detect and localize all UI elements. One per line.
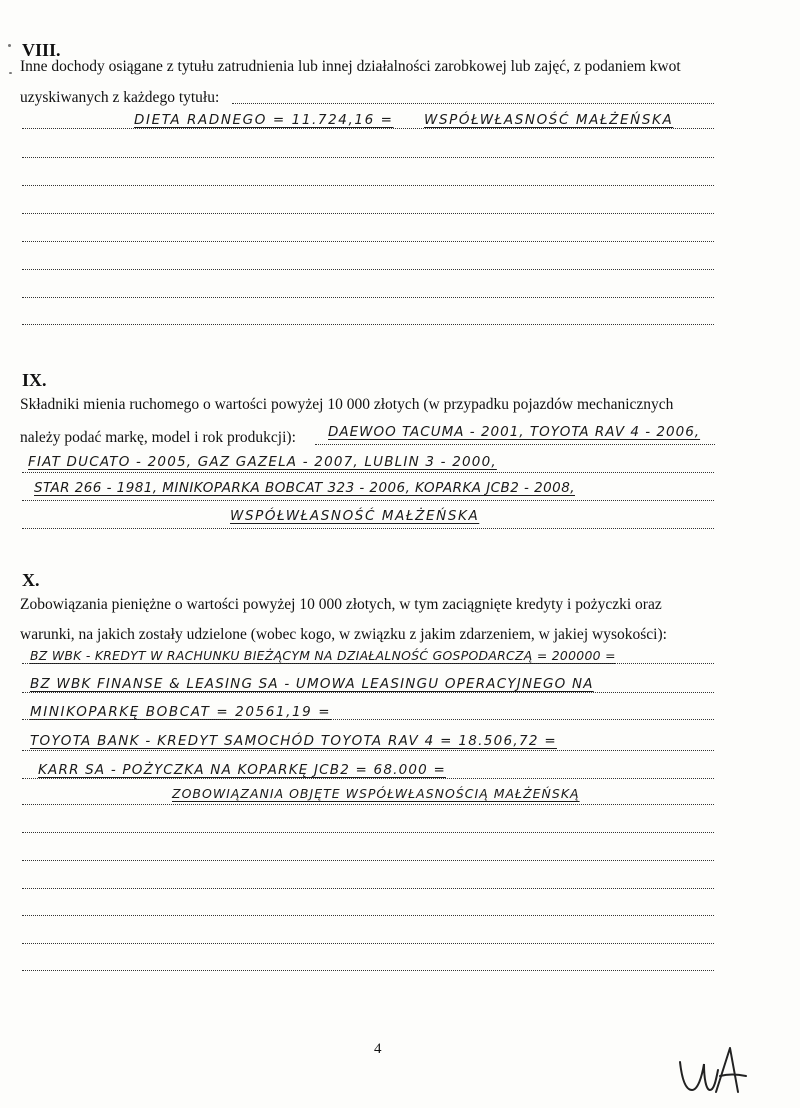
section-ix-text-line2: należy podać markę, model i rok produkcji): (20, 429, 296, 446)
section-x-text-line2: warunki, na jakich zostały udzielone (wobec kogo, w związku z jakim zdarzeniem, w jakiej wysokości): (20, 626, 667, 643)
section-x-heading: X. (22, 570, 40, 590)
handwritten-entry: DIETA RADNEGO = 11.724,16 = (134, 112, 394, 128)
section-viii-text-line2: uzyskiwanych z każdego tytułu: (20, 89, 220, 106)
section-viii-heading: VIII. (22, 40, 61, 60)
dotted-line (22, 860, 714, 861)
handwritten-entry: BZ WBK FINANSE & LEASING SA - UMOWA LEASINGU OPERACYJNEGO NA (30, 676, 594, 692)
dotted-line (22, 297, 714, 298)
dotted-line (22, 719, 714, 720)
handwritten-entry: KARR SA - POŻYCZKA NA KOPARKĘ JCB2 = 68.000 = (38, 762, 446, 778)
handwritten-entry: FIAT DUCATO - 2005, GAZ GAZELA - 2007, LUBLIN 3 - 2000, (28, 454, 497, 470)
dotted-line (315, 444, 715, 445)
dotted-line (22, 269, 714, 270)
dotted-line (22, 213, 714, 214)
handwritten-entry: STAR 266 - 1981, MINIKOPARKA BOBCAT 323 - 2006, KOPARKA JCB2 - 2008, (34, 480, 575, 496)
dotted-line (22, 663, 714, 664)
dotted-line (232, 103, 714, 104)
dotted-line (22, 241, 714, 242)
handwritten-entry: MINIKOPARKĘ BOBCAT = 20561,19 = (30, 704, 332, 720)
scan-speck (8, 44, 11, 47)
handwritten-entry: WSPÓŁWŁASNOŚĆ MAŁŻEŃSKA (230, 508, 480, 524)
handwritten-entry: TOYOTA BANK - KREDYT SAMOCHÓD TOYOTA RAV 4 = 18.506,72 = (30, 733, 557, 749)
dotted-line (22, 324, 714, 325)
dotted-line (22, 128, 714, 129)
dotted-line (22, 778, 714, 779)
dotted-line (22, 185, 714, 186)
handwritten-entry: BZ WBK - KREDYT W RACHUNKU BIEŻĄCYM NA DZIAŁALNOŚĆ GOSPODARCZĄ = 200000 = (30, 648, 616, 663)
handwritten-entry: ZOBOWIĄZANIA OBJĘTE WSPÓŁWŁASNOŚCIĄ MAŁŻEŃSKĄ (172, 786, 580, 801)
handwritten-initials (676, 1040, 748, 1096)
section-viii-text-line1: Inne dochody osiągane z tytułu zatrudnienia lub innej działalności zarobkowej lub zajęć, z podaniem kwot (20, 58, 681, 75)
dotted-line (22, 970, 714, 971)
page-number: 4 (374, 1041, 382, 1057)
section-x-text-line1: Zobowiązania pieniężne o wartości powyżej 10 000 złotych, w tym zaciągnięte kredyty i pożyczki oraz (20, 596, 662, 613)
section-ix-heading: IX. (22, 370, 47, 390)
scan-speck (9, 72, 12, 74)
dotted-line (22, 692, 714, 693)
dotted-line (22, 943, 714, 944)
dotted-line (22, 915, 714, 916)
handwritten-entry: WSPÓŁWŁASNOŚĆ MAŁŻEŃSKA (424, 112, 674, 128)
section-ix-text-line1: Składniki mienia ruchomego o wartości powyżej 10 000 złotych (w przypadku pojazdów mechanicznych (20, 396, 674, 413)
dotted-line (22, 832, 714, 833)
dotted-line (22, 804, 714, 805)
dotted-line (22, 888, 714, 889)
dotted-line (22, 500, 714, 501)
dotted-line (22, 472, 714, 473)
dotted-line (22, 750, 714, 751)
dotted-line (22, 157, 714, 158)
handwritten-entry: DAEWOO TACUMA - 2001, TOYOTA RAV 4 - 2006, (328, 424, 701, 440)
dotted-line (22, 528, 714, 529)
